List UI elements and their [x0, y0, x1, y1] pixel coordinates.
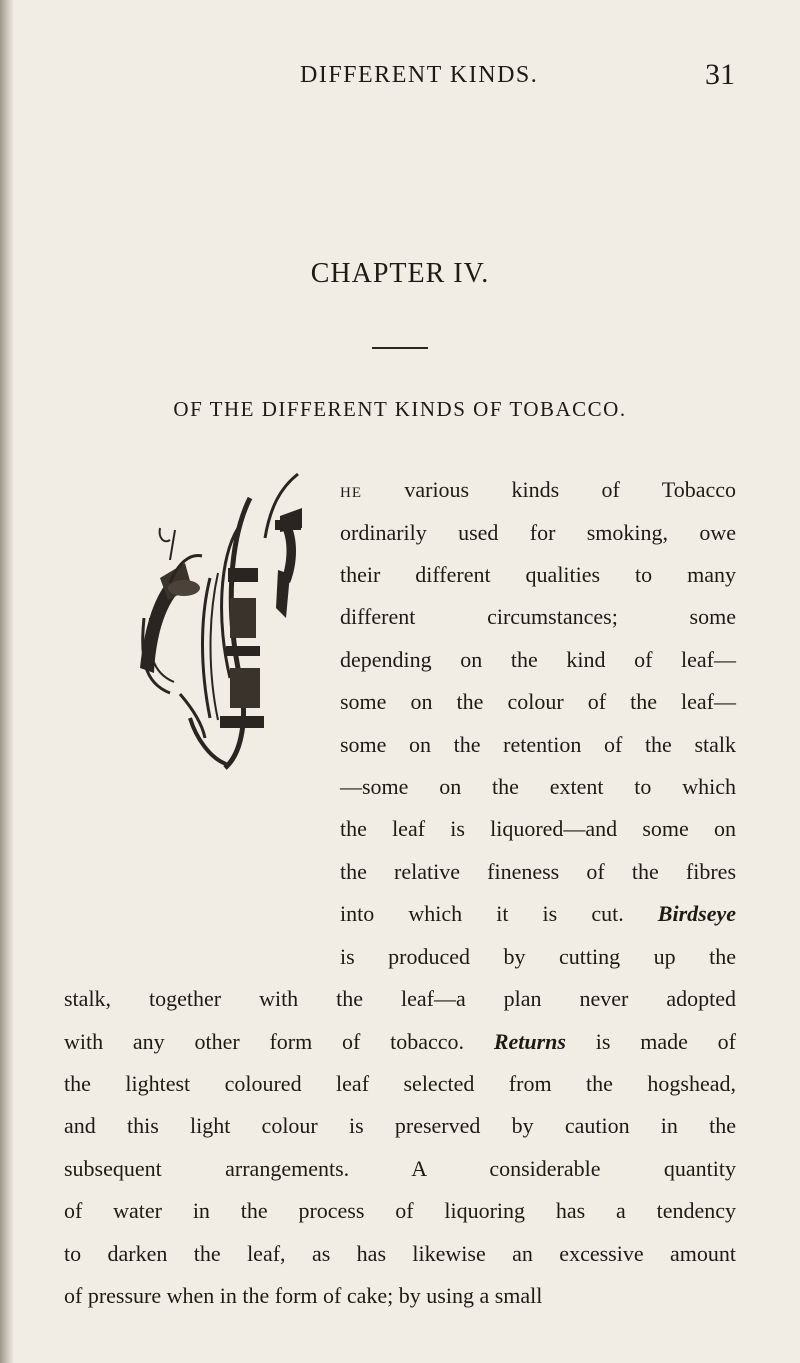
body-line: HE various kinds of Tobacco [340, 477, 736, 502]
body-line: ordinarily used for smoking, owe [340, 520, 736, 545]
heading-rule [372, 347, 428, 349]
body-line: the relative fineness of the fibres [340, 859, 736, 884]
body-line: stalk, together with the leaf—a plan never adopted [64, 986, 736, 1011]
body-line: some on the colour of the leaf— [340, 689, 736, 714]
body-line: different circumstances; some [340, 604, 736, 629]
chapter-heading: CHAPTER IV. [310, 258, 490, 289]
page-number: 31 [705, 58, 735, 91]
body-line: —some on the extent to which [340, 774, 736, 799]
body-line: into which it is cut. Birdseye [340, 901, 736, 926]
body-line: the lightest coloured leaf selected from the hogshead, [64, 1071, 736, 1096]
body-line: with any other form of tobacco. Returns is made of [64, 1029, 736, 1054]
body-line: the leaf is liquored—and some on [340, 816, 736, 841]
body-line: and this light colour is preserved by caution in the [64, 1113, 736, 1138]
body-line: of pressure when in the form of cake; by using a small [64, 1283, 543, 1308]
body-line: to darken the leaf, as has likewise an excessive amount [64, 1241, 736, 1266]
body-line: their different qualities to many [340, 562, 736, 587]
body-line: depending on the kind of leaf— [340, 647, 736, 672]
term-birdseye: Birdseye [657, 901, 736, 926]
running-head-title: DIFFERENT KINDS. [300, 62, 539, 88]
body-line: of water in the process of liquoring has a tendency [64, 1198, 736, 1223]
body-line: subsequent arrangements. A considerable quantity [64, 1156, 736, 1181]
body-line: is produced by cutting up the [340, 944, 736, 969]
section-title: OF THE DIFFERENT KINDS OF TOBACCO. [173, 397, 627, 421]
drop-cap-continuation: HE [340, 485, 362, 501]
ornamental-initial-icon [130, 468, 302, 776]
body-line: some on the retention of the stalk [340, 732, 736, 757]
term-returns: Returns [493, 1029, 566, 1054]
